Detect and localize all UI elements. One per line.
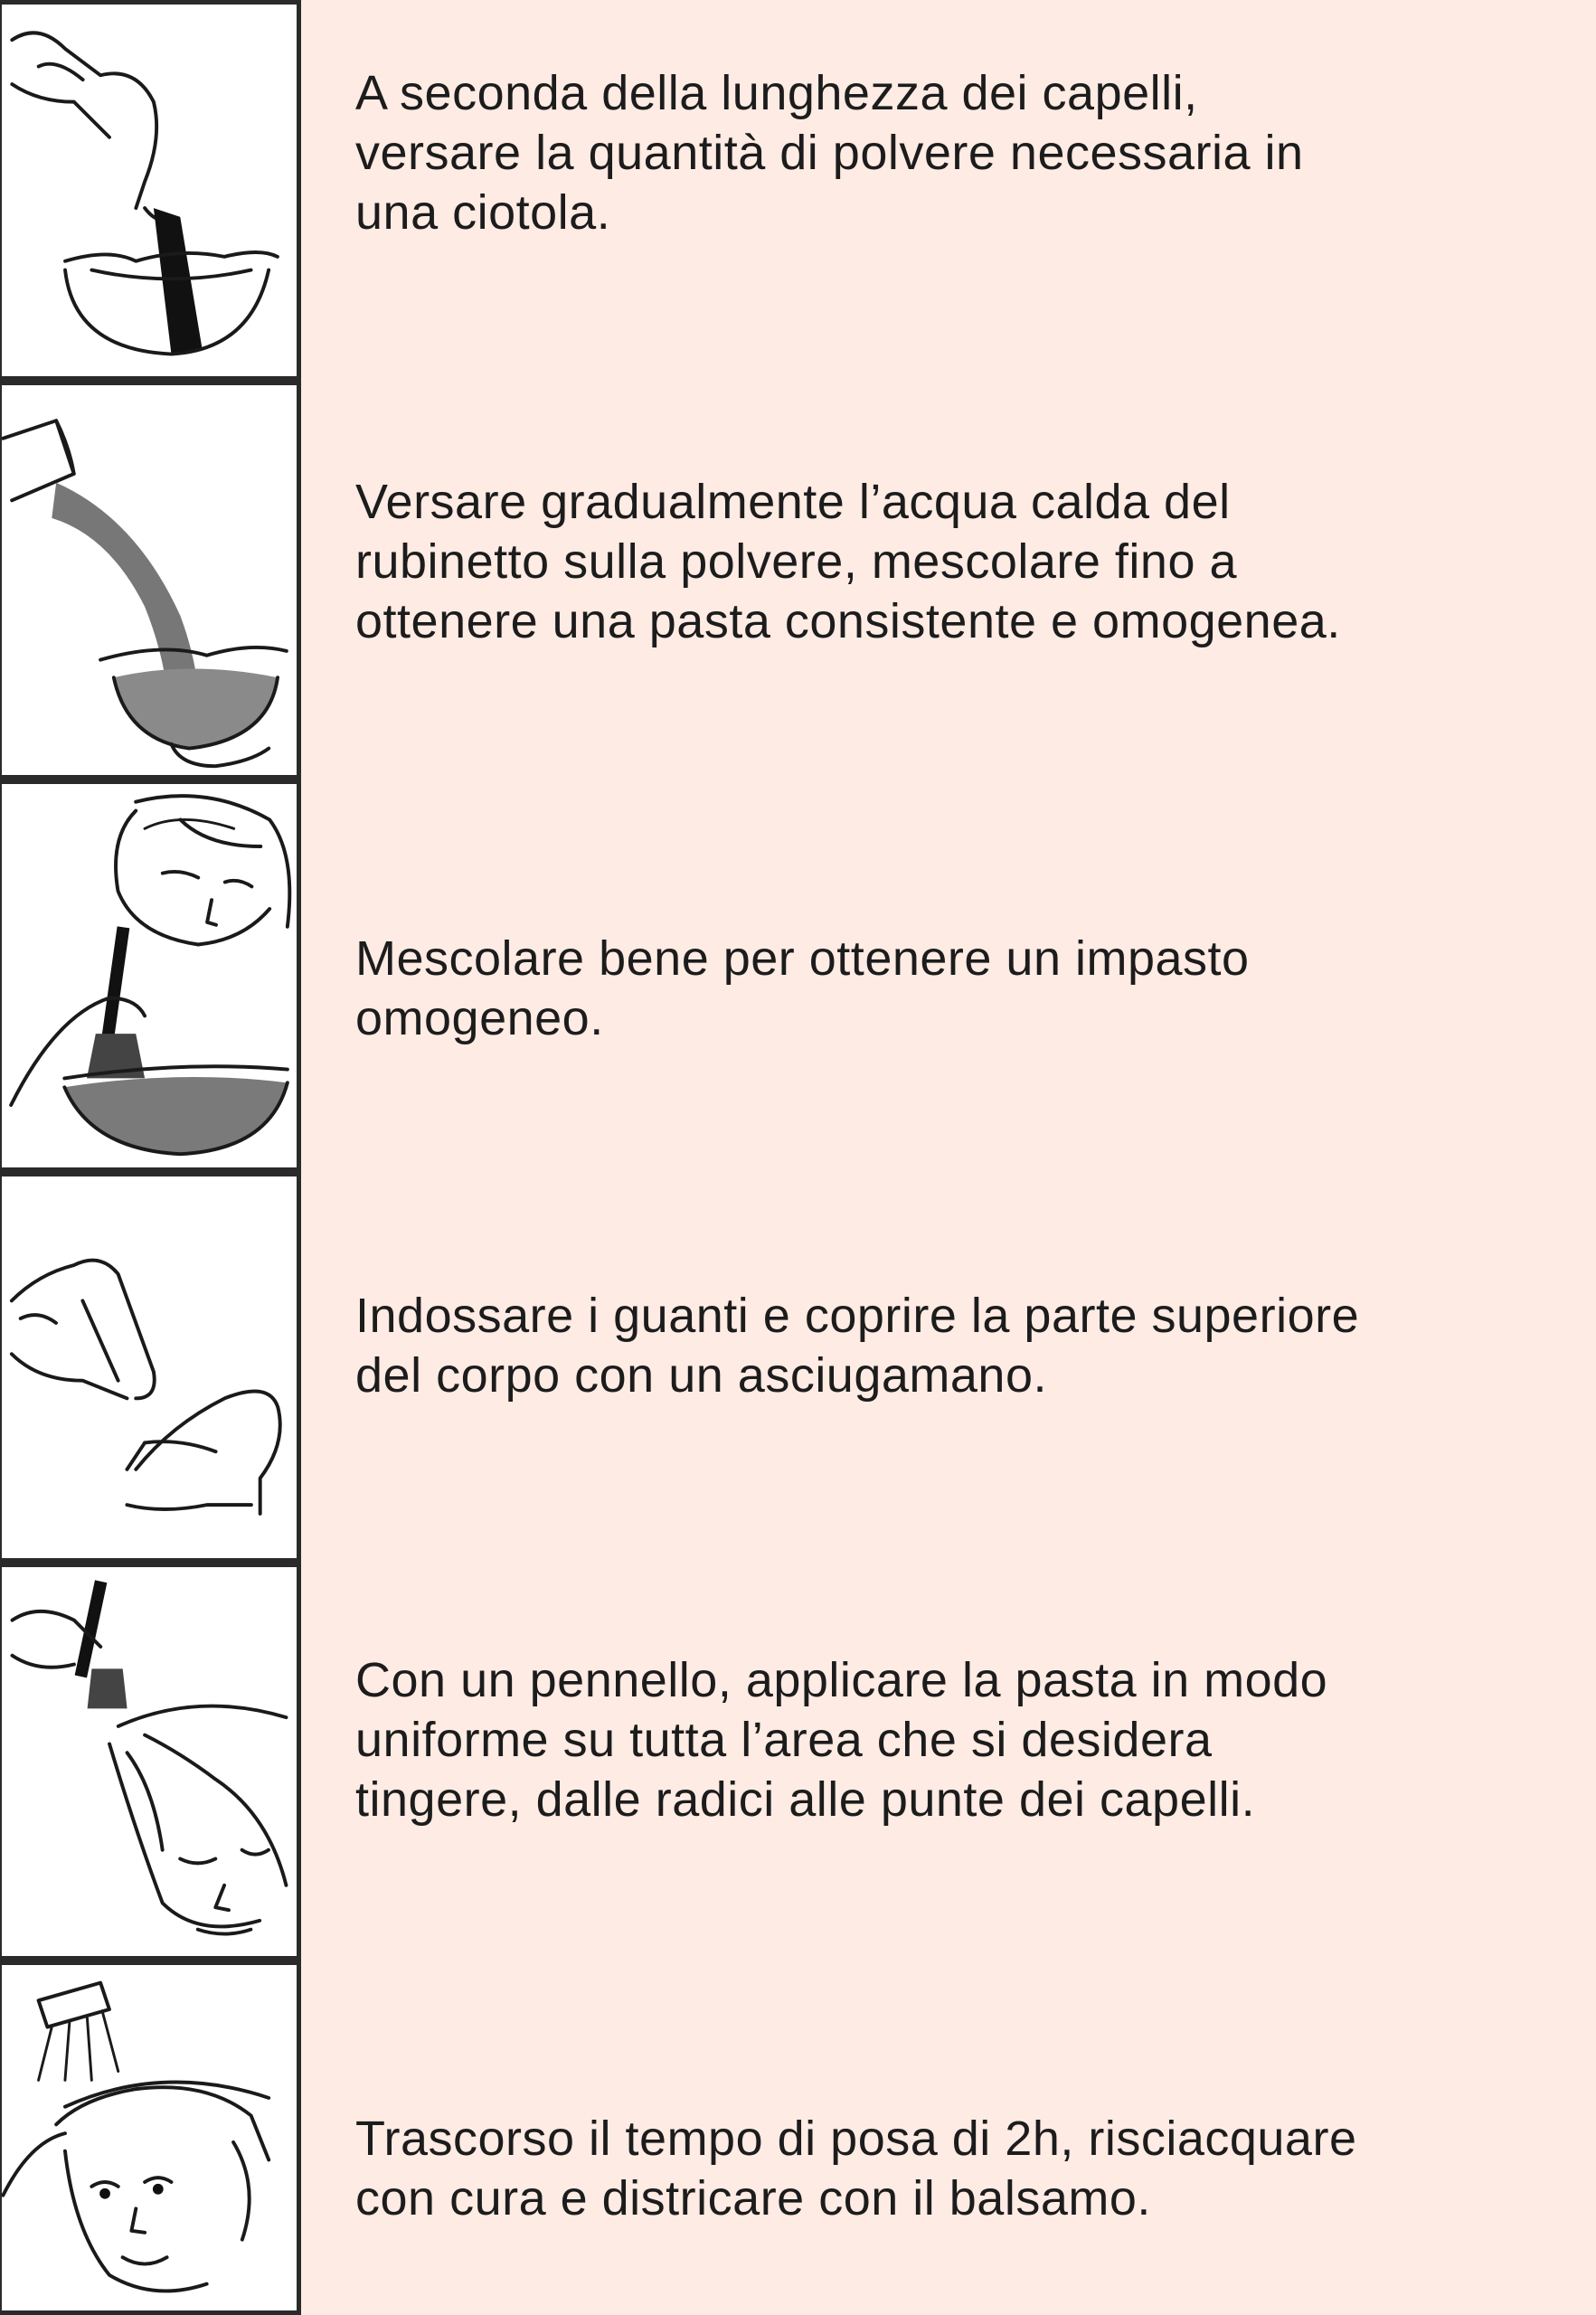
step-6-illustration [0,1961,301,2315]
step-3-text: Mescolare bene per ottenere un impasto omogeneo. [355,931,1250,1045]
woman-brush-hair-icon [2,1567,297,1956]
hands-gloves-icon [2,1176,297,1558]
step-1-illustration [0,0,301,381]
woman-mixing-bowl-icon [2,784,297,1167]
step-3-illustration [0,780,301,1172]
step-2-illustration [0,381,301,780]
pouring-water-bowl-icon [2,385,297,775]
step-5-illustration [0,1563,301,1961]
woman-rinsing-shower-icon [2,1965,297,2310]
step-6-text: Trascorso il tempo di posa di 2h, risciacquare con cura e districare con il balsamo. [355,2112,1357,2225]
step-1-text: A seconda della lunghezza dei capelli, versare la quantità di polvere necessaria in una ciotola. [355,66,1304,240]
step-5-text: Con un pennello, applicare la pasta in modo uniforme su tutta l’area che si desidera tingere, dalle radici alle punte dei capelli. [355,1653,1328,1827]
step-2-text: Versare gradualmente l’acqua calda del rubinetto sulla polvere, mescolare fino a ottenere una pasta consistente e omogenea. [355,475,1341,648]
step-4-illustration [0,1172,301,1563]
step-4-text: Indossare i guanti e coprire la parte superiore del corpo con un asciugamano. [355,1289,1360,1403]
hand-pouring-powder-icon [2,5,297,376]
